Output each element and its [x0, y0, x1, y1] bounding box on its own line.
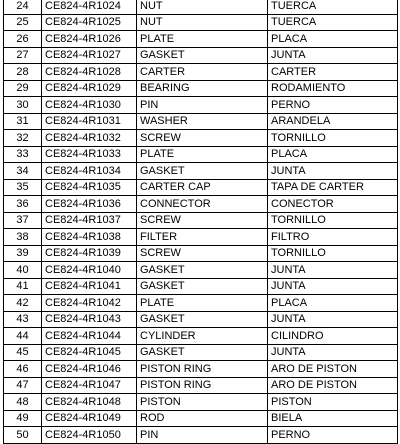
table-row [4, 31, 398, 48]
part-code: CE824-4R1024 [42, 0, 137, 14]
table-row [4, 146, 398, 163]
part-name-spanish: TORNILLO [268, 212, 398, 229]
part-name-english: PISTON RING [137, 377, 268, 394]
item-number: 45 [4, 344, 42, 361]
table-row [4, 262, 398, 279]
item-number: 43 [4, 311, 42, 328]
part-name-spanish: JUNTA [268, 344, 398, 361]
part-code: CE824-4R1026 [42, 31, 137, 48]
parts-table [3, 0, 398, 444]
part-name-spanish: JUNTA [268, 47, 398, 64]
table-row [4, 163, 398, 180]
item-number: 40 [4, 262, 42, 279]
part-name-spanish: TORNILLO [268, 130, 398, 147]
part-name-english: PIN [137, 427, 268, 444]
part-code: CE824-4R1027 [42, 47, 137, 64]
table-row [4, 179, 398, 196]
part-name-english: BEARING [137, 80, 268, 97]
part-name-english: GASKET [137, 262, 268, 279]
part-name-english: ROD [137, 410, 268, 427]
part-name-spanish: FILTRO [268, 229, 398, 246]
table-row [4, 80, 398, 97]
item-number: 30 [4, 97, 42, 114]
part-name-spanish: JUNTA [268, 278, 398, 295]
part-code: CE824-4R1025 [42, 14, 137, 31]
table-row [4, 311, 398, 328]
part-name-spanish: JUNTA [268, 163, 398, 180]
table-row [4, 344, 398, 361]
part-code: CE824-4R1042 [42, 295, 137, 312]
table-row [4, 113, 398, 130]
part-name-spanish: TORNILLO [268, 245, 398, 262]
part-name-spanish: JUNTA [268, 311, 398, 328]
item-number: 31 [4, 113, 42, 130]
item-number: 35 [4, 179, 42, 196]
part-name-english: NUT [137, 14, 268, 31]
table-row [4, 361, 398, 378]
part-code: CE824-4R1044 [42, 328, 137, 345]
part-name-spanish: PLACA [268, 31, 398, 48]
part-name-english: GASKET [137, 311, 268, 328]
part-name-spanish: ARANDELA [268, 113, 398, 130]
table-row [4, 212, 398, 229]
table-row [4, 278, 398, 295]
part-name-english: GASKET [137, 278, 268, 295]
table-row [4, 130, 398, 147]
part-name-english: CYLINDER [137, 328, 268, 345]
part-name-spanish: CILINDRO [268, 328, 398, 345]
table-row [4, 410, 398, 427]
part-name-english: GASKET [137, 47, 268, 64]
part-name-english: PLATE [137, 146, 268, 163]
table-row [4, 295, 398, 312]
table-row [4, 377, 398, 394]
part-code: CE824-4R1034 [42, 163, 137, 180]
part-code: CE824-4R1040 [42, 262, 137, 279]
item-number: 42 [4, 295, 42, 312]
part-name-spanish: PLACA [268, 146, 398, 163]
part-name-english: SCREW [137, 212, 268, 229]
part-name-english: PLATE [137, 31, 268, 48]
item-number: 49 [4, 410, 42, 427]
part-name-spanish: TUERCA [268, 0, 398, 14]
table-row [4, 427, 398, 444]
table-row [4, 97, 398, 114]
part-name-english: FILTER [137, 229, 268, 246]
item-number: 44 [4, 328, 42, 345]
item-number: 33 [4, 146, 42, 163]
part-code: CE824-4R1030 [42, 97, 137, 114]
table-row [4, 0, 398, 14]
part-code: CE824-4R1033 [42, 146, 137, 163]
item-number: 48 [4, 394, 42, 411]
part-code: CE824-4R1049 [42, 410, 137, 427]
part-code: CE824-4R1032 [42, 130, 137, 147]
part-code: CE824-4R1036 [42, 196, 137, 213]
part-name-english: CARTER CAP [137, 179, 268, 196]
table-row [4, 14, 398, 31]
part-name-english: SCREW [137, 130, 268, 147]
item-number: 25 [4, 14, 42, 31]
part-name-english: NUT [137, 0, 268, 14]
table-row [4, 47, 398, 64]
part-code: CE824-4R1047 [42, 377, 137, 394]
part-name-spanish: TAPA DE CARTER [268, 179, 398, 196]
part-code: CE824-4R1050 [42, 427, 137, 444]
part-name-spanish: BIELA [268, 410, 398, 427]
item-number: 27 [4, 47, 42, 64]
item-number: 39 [4, 245, 42, 262]
part-code: CE824-4R1028 [42, 64, 137, 81]
part-code: CE824-4R1029 [42, 80, 137, 97]
part-name-english: CARTER [137, 64, 268, 81]
part-code: CE824-4R1038 [42, 229, 137, 246]
part-name-spanish: PERNO [268, 97, 398, 114]
part-name-spanish: ARO DE PISTON [268, 377, 398, 394]
part-name-spanish: PISTON [268, 394, 398, 411]
table-row [4, 245, 398, 262]
part-name-spanish: JUNTA [268, 262, 398, 279]
part-code: CE824-4R1035 [42, 179, 137, 196]
item-number: 37 [4, 212, 42, 229]
part-code: CE824-4R1045 [42, 344, 137, 361]
part-name-spanish: PERNO [268, 427, 398, 444]
part-name-english: PISTON [137, 394, 268, 411]
part-code: CE824-4R1043 [42, 311, 137, 328]
part-name-english: GASKET [137, 163, 268, 180]
part-code: CE824-4R1046 [42, 361, 137, 378]
item-number: 34 [4, 163, 42, 180]
part-name-english: CONNECTOR [137, 196, 268, 213]
part-name-spanish: PLACA [268, 295, 398, 312]
item-number: 41 [4, 278, 42, 295]
part-name-english: GASKET [137, 344, 268, 361]
part-code: CE824-4R1048 [42, 394, 137, 411]
item-number: 46 [4, 361, 42, 378]
item-number: 29 [4, 80, 42, 97]
part-name-english: PLATE [137, 295, 268, 312]
part-name-english: SCREW [137, 245, 268, 262]
part-code: CE824-4R1031 [42, 113, 137, 130]
item-number: 50 [4, 427, 42, 444]
part-name-english: PIN [137, 97, 268, 114]
part-code: CE824-4R1041 [42, 278, 137, 295]
table-row [4, 64, 398, 81]
item-number: 36 [4, 196, 42, 213]
item-number: 26 [4, 31, 42, 48]
table-row [4, 196, 398, 213]
item-number: 24 [4, 0, 42, 14]
table-row [4, 394, 398, 411]
part-name-spanish: TUERCA [268, 14, 398, 31]
table-row [4, 229, 398, 246]
part-name-spanish: ARO DE PISTON [268, 361, 398, 378]
part-name-english: WASHER [137, 113, 268, 130]
parts-table-body [4, 0, 398, 443]
part-name-english: PISTON RING [137, 361, 268, 378]
item-number: 32 [4, 130, 42, 147]
part-name-spanish: CONECTOR [268, 196, 398, 213]
item-number: 38 [4, 229, 42, 246]
part-code: CE824-4R1039 [42, 245, 137, 262]
item-number: 47 [4, 377, 42, 394]
part-code: CE824-4R1037 [42, 212, 137, 229]
table-row [4, 328, 398, 345]
part-name-spanish: CARTER [268, 64, 398, 81]
item-number: 28 [4, 64, 42, 81]
part-name-spanish: RODAMIENTO [268, 80, 398, 97]
